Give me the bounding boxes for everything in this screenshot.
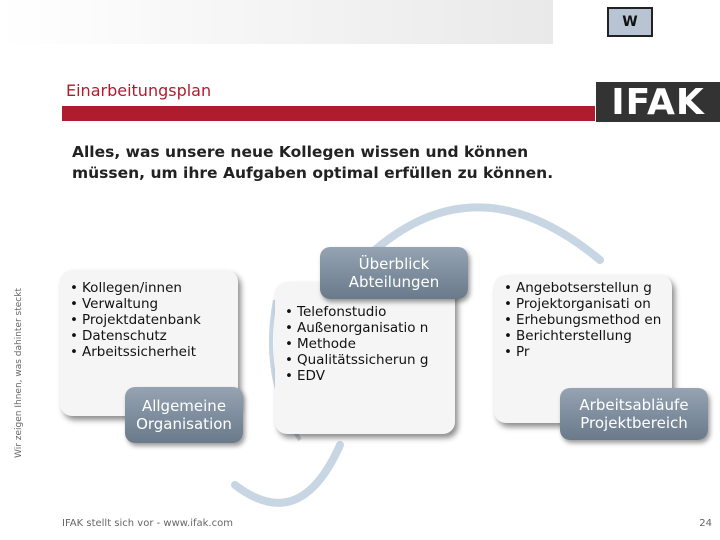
panel-2-list [285, 304, 455, 384]
box-allgemeine-organisation: Allgemeine Organisation [125, 387, 243, 443]
box-arbeitsablaeufe: Arbeitsabläufe Projektbereich [560, 388, 708, 440]
panel-1-list [70, 280, 238, 360]
list-item: • Kollegen/innen [70, 280, 238, 296]
intro-line-2: müssen, um ihre Aufgaben optimal erfüllen zu können. [72, 164, 554, 182]
list-item: • Telefonstudio [285, 304, 455, 320]
box-ueberblick-abteilungen: Überblick Abteilungen [320, 247, 468, 299]
list-item: • Projektorganisati on [504, 296, 672, 312]
list-item: • Erhebungsmethod en [504, 312, 672, 328]
side-label: Wir zeigen Ihnen, was dahinter steckt [14, 288, 24, 458]
intro-line-1: Alles, was unsere neue Kollegen wissen und können [72, 143, 529, 161]
list-item: • Pr [504, 344, 672, 360]
list-item: • Verwaltung [70, 296, 238, 312]
list-item: • Angebotserstellun g [504, 280, 672, 296]
ifak-logo: IFAK [596, 82, 720, 122]
section-title: Einarbeitungsplan [66, 81, 212, 100]
list-item: • EDV [285, 368, 455, 384]
list-item: • Außenorganisatio n [285, 320, 455, 336]
arrow-bottom [235, 445, 340, 503]
panel-ueberblick-abteilungen [275, 282, 455, 434]
page-number: 24 [699, 518, 712, 529]
list-item: • Berichterstellung [504, 328, 672, 344]
list-item: • Arbeitssicherheit [70, 344, 238, 360]
footer-text: IFAK stellt sich vor - www.ifak.com [62, 518, 233, 529]
list-item: • Qualitätssicherun g [285, 352, 455, 368]
w-badge: W [607, 7, 653, 37]
panel-3-list [504, 280, 672, 360]
list-item: • Datenschutz [70, 328, 238, 344]
list-item: • Projektdatenbank [70, 312, 238, 328]
list-item: • Methode [285, 336, 455, 352]
